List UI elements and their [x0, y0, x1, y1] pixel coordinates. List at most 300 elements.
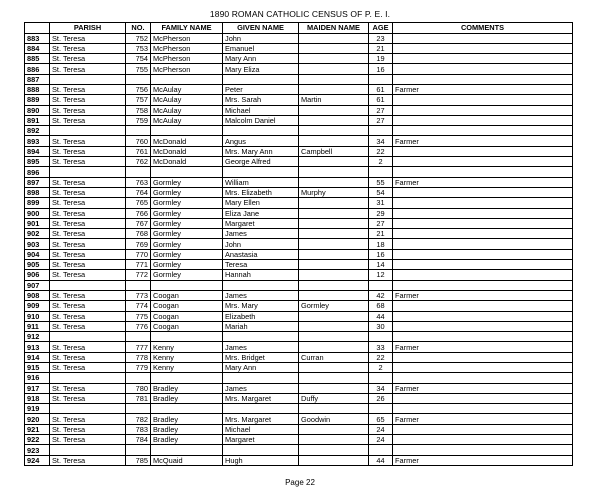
family-name-cell: Gormley [151, 270, 223, 280]
family-name-cell: McDonald [151, 136, 223, 146]
age-cell: 34 [369, 383, 393, 393]
age-cell: 2 [369, 363, 393, 373]
family-name-cell: Bradley [151, 424, 223, 434]
table-row [25, 301, 573, 311]
no-cell: 778 [126, 352, 151, 362]
parish-cell: St. Teresa [50, 115, 126, 125]
parish-cell: St. Teresa [50, 414, 126, 424]
comments-header: COMMENTS [393, 23, 573, 34]
no-cell: 756 [126, 84, 151, 94]
age-cell [369, 373, 393, 383]
family-name-cell: Bradley [151, 414, 223, 424]
table-row [25, 146, 573, 156]
row-number: 914 [25, 352, 50, 362]
comments-cell: Farmer [393, 383, 573, 393]
table-row [25, 95, 573, 105]
row-number: 917 [25, 383, 50, 393]
comments-cell [393, 187, 573, 197]
comments-cell [393, 393, 573, 403]
maiden-name-cell [299, 435, 369, 445]
row-number: 908 [25, 290, 50, 300]
table-row [25, 290, 573, 300]
age-cell: 27 [369, 105, 393, 115]
comments-cell [393, 249, 573, 259]
family-name-cell: Gormley [151, 218, 223, 228]
row-number: 912 [25, 332, 50, 342]
maiden-name-cell [299, 404, 369, 414]
table-row [25, 404, 573, 414]
age-cell: 18 [369, 239, 393, 249]
maiden-name-cell [299, 332, 369, 342]
given-name-cell: Mrs. Mary [223, 301, 299, 311]
age-cell: 65 [369, 414, 393, 424]
given-name-header: GIVEN NAME [223, 23, 299, 34]
comments-cell [393, 105, 573, 115]
table-row [25, 445, 573, 455]
table-row [25, 136, 573, 146]
no-cell: 774 [126, 301, 151, 311]
comments-cell [393, 74, 573, 84]
age-cell [369, 445, 393, 455]
row-number: 923 [25, 445, 50, 455]
no-cell: 784 [126, 435, 151, 445]
parish-cell: St. Teresa [50, 84, 126, 94]
comments-cell: Farmer [393, 414, 573, 424]
maiden-name-cell [299, 157, 369, 167]
maiden-name-cell [299, 105, 369, 115]
family-name-cell: Gormley [151, 208, 223, 218]
maiden-name-cell [299, 54, 369, 64]
row-number: 904 [25, 249, 50, 259]
given-name-cell: Hannah [223, 270, 299, 280]
age-cell: 19 [369, 54, 393, 64]
given-name-cell [223, 373, 299, 383]
parish-cell: St. Teresa [50, 64, 126, 74]
comments-cell [393, 270, 573, 280]
maiden-name-cell [299, 373, 369, 383]
parish-cell: St. Teresa [50, 157, 126, 167]
comments-cell [393, 115, 573, 125]
family-name-cell: McAulay [151, 95, 223, 105]
given-name-cell: James [223, 342, 299, 352]
given-name-cell [223, 126, 299, 136]
row-number: 891 [25, 115, 50, 125]
age-cell: 27 [369, 218, 393, 228]
table-row [25, 167, 573, 177]
family-name-cell: Kenny [151, 352, 223, 362]
family-name-cell: McAulay [151, 115, 223, 125]
given-name-cell: George Alfred [223, 157, 299, 167]
parish-cell: St. Teresa [50, 187, 126, 197]
table-row [25, 363, 573, 373]
no-cell: 763 [126, 177, 151, 187]
no-cell [126, 126, 151, 136]
comments-cell [393, 445, 573, 455]
given-name-cell: Mary Ellen [223, 198, 299, 208]
family-name-cell [151, 404, 223, 414]
parish-cell: St. Teresa [50, 311, 126, 321]
maiden-name-cell [299, 270, 369, 280]
maiden-name-cell [299, 311, 369, 321]
table-row [25, 198, 573, 208]
no-cell: 765 [126, 198, 151, 208]
no-cell: 752 [126, 33, 151, 43]
parish-cell: St. Teresa [50, 54, 126, 64]
row-number: 901 [25, 218, 50, 228]
parish-cell: St. Teresa [50, 177, 126, 187]
age-cell [369, 74, 393, 84]
parish-cell: St. Teresa [50, 218, 126, 228]
family-name-cell: Gormley [151, 177, 223, 187]
family-name-cell: McAulay [151, 105, 223, 115]
no-cell: 783 [126, 424, 151, 434]
given-name-cell: Eliza Jane [223, 208, 299, 218]
document-title: 1890 ROMAN CATHOLIC CENSUS OF P. E. I. [209, 9, 391, 19]
no-cell: 762 [126, 157, 151, 167]
table-row [25, 229, 573, 239]
maiden-name-cell [299, 342, 369, 352]
row-number: 906 [25, 270, 50, 280]
age-cell: 29 [369, 208, 393, 218]
page-number: Page 22 [285, 478, 315, 487]
parish-cell [50, 404, 126, 414]
family-name-cell: Gormley [151, 260, 223, 270]
age-cell: 21 [369, 43, 393, 53]
row-number: 899 [25, 198, 50, 208]
maiden-name-cell [299, 198, 369, 208]
row-number: 897 [25, 177, 50, 187]
age-cell: 61 [369, 95, 393, 105]
row-number: 892 [25, 126, 50, 136]
given-name-cell: Hugh [223, 455, 299, 465]
table-row [25, 373, 573, 383]
row-number: 907 [25, 280, 50, 290]
no-cell: 777 [126, 342, 151, 352]
age-cell: 22 [369, 146, 393, 156]
parish-cell [50, 126, 126, 136]
table-row [25, 249, 573, 259]
maiden-name-cell [299, 136, 369, 146]
age-cell: 31 [369, 198, 393, 208]
row-number: 915 [25, 363, 50, 373]
table-row [25, 332, 573, 342]
parish-cell: St. Teresa [50, 260, 126, 270]
no-cell [126, 280, 151, 290]
no-cell: 770 [126, 249, 151, 259]
parish-cell: St. Teresa [50, 383, 126, 393]
given-name-cell: James [223, 229, 299, 239]
no-cell: 769 [126, 239, 151, 249]
table-row [25, 342, 573, 352]
comments-cell [393, 321, 573, 331]
age-cell: 24 [369, 424, 393, 434]
age-cell: 2 [369, 157, 393, 167]
comments-cell [393, 404, 573, 414]
row-number: 913 [25, 342, 50, 352]
parish-cell: St. Teresa [50, 321, 126, 331]
family-name-cell [151, 280, 223, 290]
comments-cell [393, 43, 573, 53]
table-row [25, 218, 573, 228]
maiden-name-cell [299, 260, 369, 270]
given-name-cell: Mariah [223, 321, 299, 331]
no-cell [126, 373, 151, 383]
parish-cell: St. Teresa [50, 146, 126, 156]
given-name-cell: Elizabeth [223, 311, 299, 321]
given-name-cell: John [223, 239, 299, 249]
row-number: 921 [25, 424, 50, 434]
parish-cell: St. Teresa [50, 290, 126, 300]
table-row [25, 105, 573, 115]
table-row [25, 435, 573, 445]
family-name-cell: Coogan [151, 321, 223, 331]
family-name-cell: Coogan [151, 290, 223, 300]
parish-cell: St. Teresa [50, 270, 126, 280]
no-cell: 781 [126, 393, 151, 403]
maiden-name-cell [299, 218, 369, 228]
family-name-cell: McAulay [151, 84, 223, 94]
row-number: 911 [25, 321, 50, 331]
maiden-name-cell [299, 64, 369, 74]
given-name-cell: Emanuel [223, 43, 299, 53]
table-row [25, 239, 573, 249]
comments-cell [393, 218, 573, 228]
age-cell: 44 [369, 311, 393, 321]
parish-cell: St. Teresa [50, 136, 126, 146]
comments-cell [393, 424, 573, 434]
comments-cell [393, 126, 573, 136]
table-row [25, 64, 573, 74]
row-number: 902 [25, 229, 50, 239]
family-name-cell [151, 74, 223, 84]
comments-cell [393, 167, 573, 177]
family-name-cell: McDonald [151, 157, 223, 167]
row-number: 884 [25, 43, 50, 53]
maiden-name-cell [299, 115, 369, 125]
parish-cell: St. Teresa [50, 301, 126, 311]
family-name-cell: Bradley [151, 435, 223, 445]
row-number: 894 [25, 146, 50, 156]
age-cell [369, 280, 393, 290]
comments-cell [393, 157, 573, 167]
given-name-cell [223, 404, 299, 414]
parish-cell [50, 373, 126, 383]
no-cell: 768 [126, 229, 151, 239]
family-name-cell: Gormley [151, 239, 223, 249]
no-cell: 779 [126, 363, 151, 373]
parish-cell [50, 280, 126, 290]
age-cell: 12 [369, 270, 393, 280]
given-name-cell [223, 280, 299, 290]
given-name-cell [223, 167, 299, 177]
no-cell [126, 74, 151, 84]
row-number: 886 [25, 64, 50, 74]
maiden-name-cell [299, 208, 369, 218]
maiden-name-cell: Campbell [299, 146, 369, 156]
no-cell: 760 [126, 136, 151, 146]
comments-cell [393, 239, 573, 249]
family-name-cell: McPherson [151, 54, 223, 64]
age-cell: 34 [369, 136, 393, 146]
age-header: AGE [369, 23, 393, 34]
table-row [25, 321, 573, 331]
age-cell: 26 [369, 393, 393, 403]
given-name-cell: William [223, 177, 299, 187]
row-number: 890 [25, 105, 50, 115]
row-number: 922 [25, 435, 50, 445]
comments-cell: Farmer [393, 290, 573, 300]
no-cell: 776 [126, 321, 151, 331]
parish-cell: St. Teresa [50, 33, 126, 43]
family-name-cell: Kenny [151, 342, 223, 352]
table-row [25, 187, 573, 197]
given-name-cell: Anastasia [223, 249, 299, 259]
parish-cell: St. Teresa [50, 43, 126, 53]
given-name-cell: Mary Ann [223, 54, 299, 64]
no-cell [126, 445, 151, 455]
parish-cell: St. Teresa [50, 198, 126, 208]
row-number: 885 [25, 54, 50, 64]
given-name-cell: Teresa [223, 260, 299, 270]
no-header: NO. [126, 23, 151, 34]
family-name-cell: Coogan [151, 311, 223, 321]
table-row [25, 54, 573, 64]
comments-cell [393, 280, 573, 290]
comments-cell [393, 373, 573, 383]
given-name-cell: Mrs. Elizabeth [223, 187, 299, 197]
table-row [25, 383, 573, 393]
maiden-name-cell [299, 167, 369, 177]
age-cell: 44 [369, 455, 393, 465]
age-cell: 21 [369, 229, 393, 239]
given-name-cell: Mary Eliza [223, 64, 299, 74]
maiden-name-cell [299, 424, 369, 434]
comments-cell: Farmer [393, 84, 573, 94]
family-name-cell: Bradley [151, 383, 223, 393]
age-cell [369, 167, 393, 177]
row-number: 893 [25, 136, 50, 146]
age-cell: 54 [369, 187, 393, 197]
family-name-cell: Gormley [151, 249, 223, 259]
comments-cell: Farmer [393, 136, 573, 146]
row-number: 919 [25, 404, 50, 414]
no-cell: 772 [126, 270, 151, 280]
header-row [25, 23, 573, 34]
no-cell: 761 [126, 146, 151, 156]
maiden-name-cell [299, 126, 369, 136]
maiden-name-cell [299, 280, 369, 290]
row-number: 898 [25, 187, 50, 197]
comments-cell [393, 332, 573, 342]
comments-cell [393, 435, 573, 445]
no-cell [126, 404, 151, 414]
comments-cell: Farmer [393, 455, 573, 465]
maiden-name-cell [299, 455, 369, 465]
census-body [25, 33, 573, 465]
family-name-cell [151, 167, 223, 177]
table-row [25, 43, 573, 53]
family-name-cell: Gormley [151, 198, 223, 208]
no-cell: 785 [126, 455, 151, 465]
given-name-cell: Mrs. Mary Ann [223, 146, 299, 156]
age-cell [369, 126, 393, 136]
row-number-header [25, 23, 50, 34]
family-name-cell: McPherson [151, 33, 223, 43]
row-number: 910 [25, 311, 50, 321]
family-name-cell: Gormley [151, 187, 223, 197]
family-name-cell: McPherson [151, 64, 223, 74]
family-name-cell [151, 126, 223, 136]
age-cell: 27 [369, 115, 393, 125]
given-name-cell: Angus [223, 136, 299, 146]
no-cell: 758 [126, 105, 151, 115]
given-name-cell: John [223, 33, 299, 43]
no-cell: 755 [126, 64, 151, 74]
age-cell: 42 [369, 290, 393, 300]
row-number: 905 [25, 260, 50, 270]
given-name-cell [223, 332, 299, 342]
table-row [25, 126, 573, 136]
family-name-cell: Coogan [151, 301, 223, 311]
given-name-cell: Malcolm Daniel [223, 115, 299, 125]
no-cell: 773 [126, 290, 151, 300]
age-cell: 30 [369, 321, 393, 331]
given-name-cell: Mary Ann [223, 363, 299, 373]
age-cell: 23 [369, 33, 393, 43]
parish-cell [50, 445, 126, 455]
age-cell: 33 [369, 342, 393, 352]
row-number: 889 [25, 95, 50, 105]
parish-cell: St. Teresa [50, 249, 126, 259]
table-row [25, 177, 573, 187]
no-cell: 771 [126, 260, 151, 270]
family-name-cell: Kenny [151, 363, 223, 373]
table-row [25, 84, 573, 94]
table-row [25, 270, 573, 280]
given-name-cell: Mrs. Margaret [223, 393, 299, 403]
maiden-name-cell: Curran [299, 352, 369, 362]
maiden-name-cell [299, 33, 369, 43]
age-cell: 61 [369, 84, 393, 94]
given-name-cell: Michael [223, 105, 299, 115]
parish-cell: St. Teresa [50, 393, 126, 403]
maiden-name-cell [299, 383, 369, 393]
parish-cell: St. Teresa [50, 105, 126, 115]
parish-cell: St. Teresa [50, 208, 126, 218]
maiden-name-header: MAIDEN NAME [299, 23, 369, 34]
maiden-name-cell [299, 74, 369, 84]
maiden-name-cell: Goodwin [299, 414, 369, 424]
no-cell [126, 167, 151, 177]
family-name-cell: Bradley [151, 393, 223, 403]
comments-cell [393, 95, 573, 105]
family-name-cell: McPherson [151, 43, 223, 53]
parish-cell [50, 332, 126, 342]
maiden-name-cell [299, 249, 369, 259]
comments-cell [393, 363, 573, 373]
maiden-name-cell: Gormley [299, 301, 369, 311]
family-name-cell [151, 445, 223, 455]
parish-header: PARISH [50, 23, 126, 34]
no-cell: 754 [126, 54, 151, 64]
age-cell [369, 332, 393, 342]
row-number: 903 [25, 239, 50, 249]
given-name-cell: Mrs. Sarah [223, 95, 299, 105]
maiden-name-cell [299, 445, 369, 455]
maiden-name-cell [299, 239, 369, 249]
maiden-name-cell [299, 177, 369, 187]
given-name-cell: Margaret [223, 218, 299, 228]
